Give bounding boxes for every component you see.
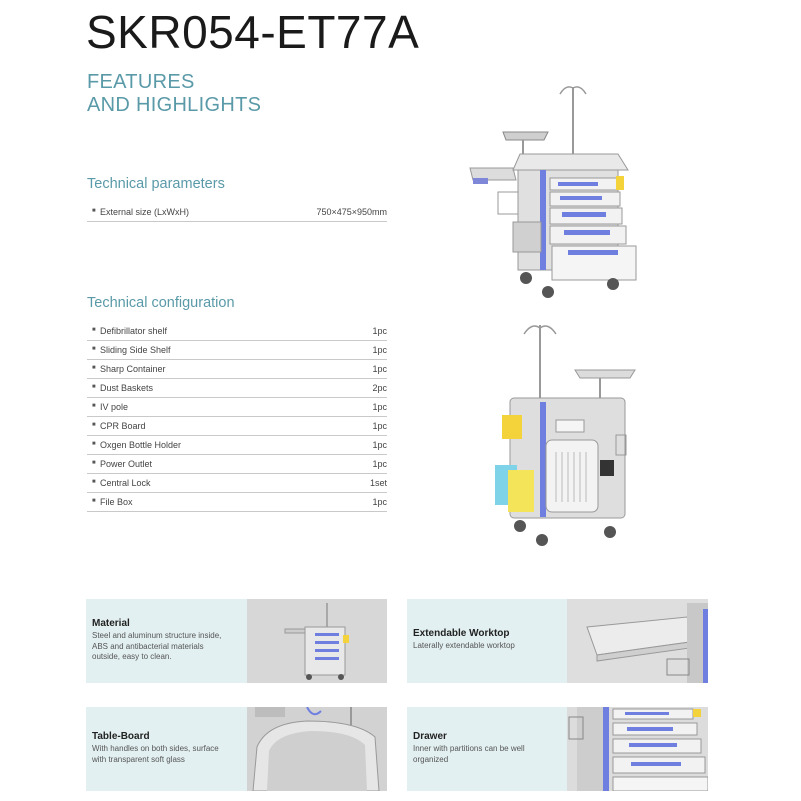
bullet-icon: ■: [92, 327, 96, 333]
config-name: Central Lock: [100, 478, 151, 488]
bullet-icon: ■: [92, 460, 96, 466]
bullet-icon: ■: [92, 365, 96, 371]
config-qty: 1pc: [372, 345, 387, 355]
config-qty: 1pc: [372, 421, 387, 431]
config-name: File Box: [100, 497, 133, 507]
card-text: [92, 731, 244, 765]
feature-card-extendable-worktop: [407, 599, 708, 683]
bullet-icon: ■: [92, 208, 96, 214]
drawer-photo: [567, 707, 708, 791]
config-name: Oxgen Bottle Holder: [100, 440, 182, 450]
technical-parameters-table: [87, 203, 387, 222]
table-row: [87, 379, 387, 398]
technical-configuration-table: [87, 322, 387, 512]
config-name: Sliding Side Shelf: [100, 345, 171, 355]
cart-drawers-illustration: [468, 82, 638, 302]
table-row: [87, 360, 387, 379]
card-title: Drawer: [413, 731, 447, 742]
bullet-icon: ■: [92, 422, 96, 428]
config-qty: 1pc: [372, 459, 387, 469]
model-number: SKR054-ET77A: [86, 6, 420, 58]
feature-card-drawer: [407, 707, 708, 791]
table-row: [87, 203, 387, 222]
config-name: Power Outlet: [100, 459, 153, 469]
table-row: [87, 322, 387, 341]
config-qty: 1pc: [372, 440, 387, 450]
material-photo: [247, 599, 387, 683]
table-row: [87, 398, 387, 417]
config-qty: 2pc: [372, 383, 387, 393]
card-text: [413, 731, 565, 765]
config-name: CPR Board: [100, 421, 146, 431]
table-row: [87, 455, 387, 474]
table-row: [87, 493, 387, 512]
technical-configuration-title: Technical configuration: [87, 295, 235, 311]
config-name: IV pole: [100, 402, 129, 412]
table-row: [87, 417, 387, 436]
technical-parameters-title: Technical parameters: [87, 176, 225, 192]
card-description: With handles on both sides, surface with transparent soft glass: [92, 744, 219, 764]
table-board-photo: [247, 707, 387, 791]
bullet-icon: ■: [92, 479, 96, 485]
bullet-icon: ■: [92, 441, 96, 447]
config-qty: 1set: [369, 478, 387, 488]
config-name: Defibrillator shelf: [100, 326, 168, 336]
features-heading: [87, 71, 261, 117]
card-description: Steel and aluminum structure inside, ABS and antibacterial materials outside, easy to clean.: [92, 631, 222, 661]
card-description: Laterally extendable worktop: [413, 641, 515, 650]
config-name: Dust Baskets: [100, 383, 154, 393]
param-value: 750×475×950mm: [316, 207, 387, 217]
card-title: Table-Board: [92, 731, 150, 742]
card-title: Extendable Worktop: [413, 628, 510, 639]
bullet-icon: ■: [92, 346, 96, 352]
table-row: [87, 474, 387, 493]
config-qty: 1pc: [372, 402, 387, 412]
bullet-icon: ■: [92, 498, 96, 504]
config-qty: 1pc: [372, 364, 387, 374]
config-qty: 1pc: [372, 326, 387, 336]
features-line-1: FEATURES: [87, 71, 195, 93]
features-line-2: AND HIGHLIGHTS: [87, 94, 262, 116]
config-name: Sharp Container: [100, 364, 166, 374]
feature-card-table-board: [86, 707, 387, 791]
card-text: [413, 628, 565, 652]
card-title: Material: [92, 618, 130, 629]
param-name: External size (LxWxH): [100, 207, 190, 217]
table-row: [87, 436, 387, 455]
card-description: Inner with partitions can be well organized: [413, 744, 525, 764]
card-text: [92, 618, 244, 663]
bullet-icon: ■: [92, 384, 96, 390]
feature-card-material: [86, 599, 387, 683]
cart-side-illustration: [490, 320, 640, 550]
config-qty: 1pc: [372, 497, 387, 507]
bullet-icon: ■: [92, 403, 96, 409]
worktop-photo: [567, 599, 708, 683]
table-row: [87, 341, 387, 360]
